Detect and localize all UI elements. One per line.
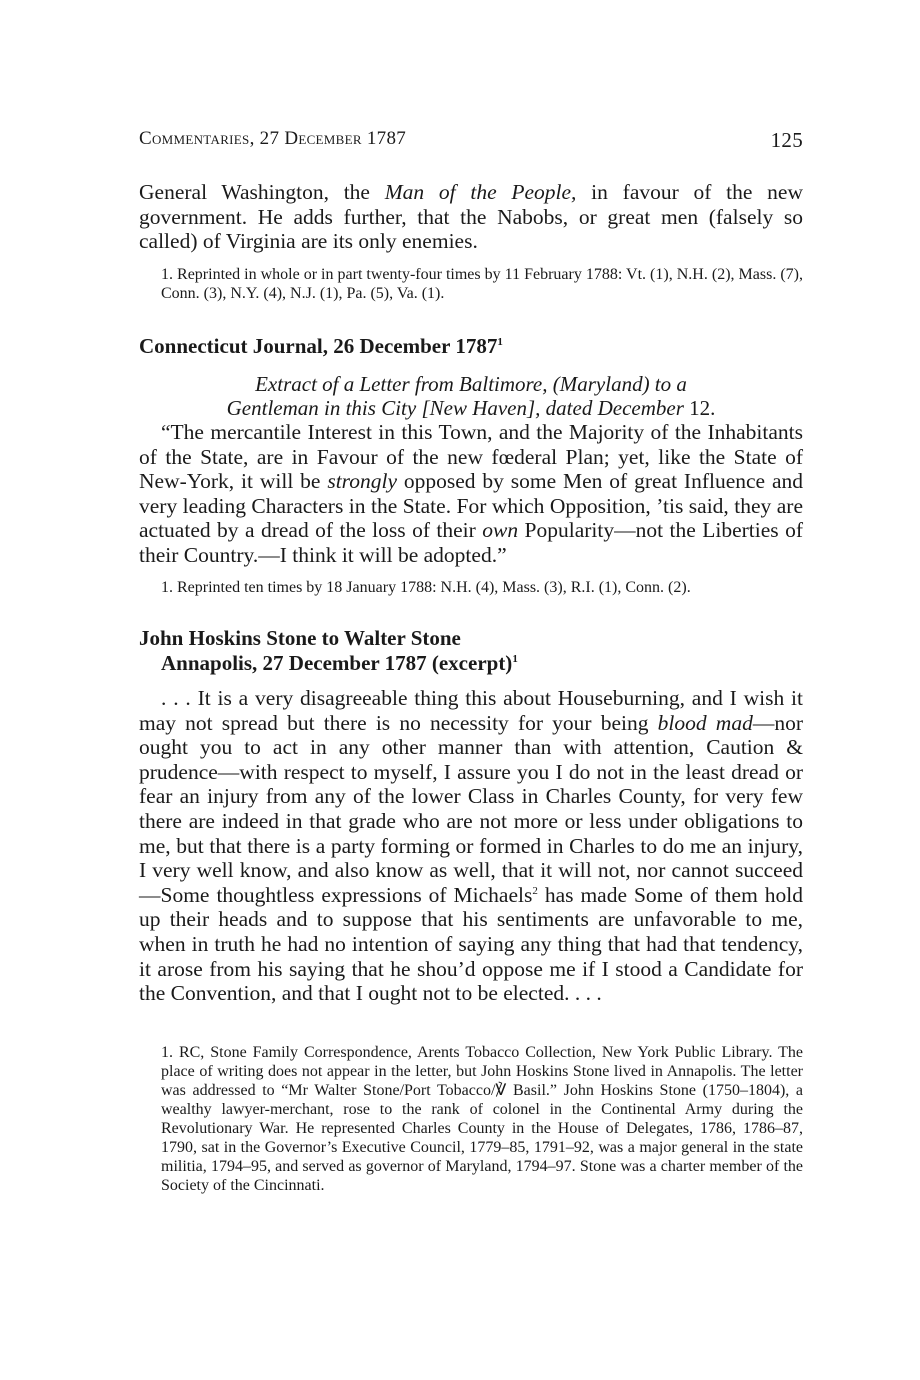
subtitle-line: Extract of a Letter from Baltimore, (Maryland) to a	[255, 372, 687, 396]
body-text: Popularity—not the Liberties of their Country.—I think it will be adopted.”	[139, 518, 803, 567]
paragraph-italic-text: Man of the People,	[384, 180, 577, 204]
heading-text: Annapolis, 27 December 1787 (excerpt)	[161, 651, 513, 675]
body-text: has made Some of them hold up their heads and to suppose that his sentiments are unfavorable to me, when in truth he had no intention of saying any thing that had that tendency, it arose from his saying that he shou’d oppose me if I stood a Candidate for the Convention, and that I ought not to be elected. . . .	[139, 882, 803, 1006]
letter-body-baltimore	[139, 420, 803, 568]
heading-text: Connecticut Journal, 26 December 1787	[139, 334, 498, 358]
footnote-text: 1. Reprinted ten times by 18 January 1788: N.H. (4), Mass. (3), R.I. (1), Conn. (2).	[161, 579, 691, 596]
body-italic-text: blood mad	[657, 710, 753, 735]
running-head	[139, 128, 803, 150]
section-heading-stone-letter	[139, 626, 803, 676]
body-text: —nor ought you to act in any other manner than with attention, Caution & prudence—with respect to myself, I assure you I do not in the least dread or fear an injury from any of the lower Class in Charles County, for very few there are indeed in that grade who are not more or less under obligations to me, but that there is a party forming or formed in Charles to do me an injury, I very well know, and also know as well, that it will not, nor cannot succeed—Some thoughtless expressions of Michaels	[139, 710, 803, 907]
subtitle-date: 12.	[683, 396, 716, 420]
footnote-stone-letter	[139, 1043, 803, 1195]
footnote-text: 1. RC, Stone Family Correspondence, Arents Tobacco Collection, New York Public Library. The place of writing does not appear in the letter, but John Hoskins Stone lived in Annapolis. The letter was addressed to “Mr Walter Stone/Port Tobacco/℣ Basil.” John Hoskins Stone (1750–1804), a wealthy lawyer-merchant, rose to the rank of colonel in the Continental Army during the Revolutionary War. He represented Charles County in the House of Delegates, 1786, 1786–87, 1790, sat in the Governor’s Executive Council, 1779–85, 1791–92, was a major general in the state militia, 1794–95, and served as governor of Maryland, 1794–97. Stone was a charter member of the Society of the Cincinnati.	[161, 1044, 803, 1194]
footnote-ref: 2	[532, 884, 538, 897]
body-text: opposed by some Men of great Influence and very leading Characters in the State. For which Opposition, ’tis said, they are actuated by a dread of the loss of their	[139, 469, 803, 543]
body-italic-text: own	[482, 518, 519, 543]
body-text: . . . It is a very disagreeable thing this about Houseburning, and I wish it may not spread but there is no necessity for your being	[139, 686, 803, 735]
letter-body-stone	[139, 686, 803, 1006]
footnote-reprints-1	[139, 265, 803, 303]
letter-subtitle	[139, 372, 803, 420]
paragraph-text: General Washington, the	[139, 180, 385, 204]
body-text: “The mercantile Interest in this Town, and the Majority of the Inhabitants of the State, are in Favour of the new fœderal Plan; yet, like the State of New-York, it will be	[139, 420, 803, 494]
footnote-text: 1. Reprinted in whole or in part twenty-four times by 11 February 1788: Vt. (1), N.H. (2), Mass. (7), Conn. (3), N.Y. (4), N.J. (1), Pa. (5), Va. (1).	[161, 266, 803, 302]
running-head-title: Commentaries, 27 December 1787	[139, 128, 407, 149]
footnote-reprints-2	[139, 578, 803, 597]
section-heading-connecticut-journal	[139, 334, 803, 359]
paragraph-text: in favour of the new government. He adds further, that the Nabobs, or great men (falsely so called) of Virginia are its only enemies.	[139, 180, 804, 254]
footnote-ref: 1	[512, 653, 518, 665]
continued-paragraph	[139, 180, 803, 254]
body-italic-text: strongly	[327, 469, 398, 494]
page-number: 125	[770, 128, 803, 152]
subtitle-line: Gentleman in this City [New Haven], dated December	[226, 396, 684, 420]
footnote-ref: 1	[497, 336, 503, 348]
heading-text: John Hoskins Stone to Walter Stone	[139, 626, 461, 650]
